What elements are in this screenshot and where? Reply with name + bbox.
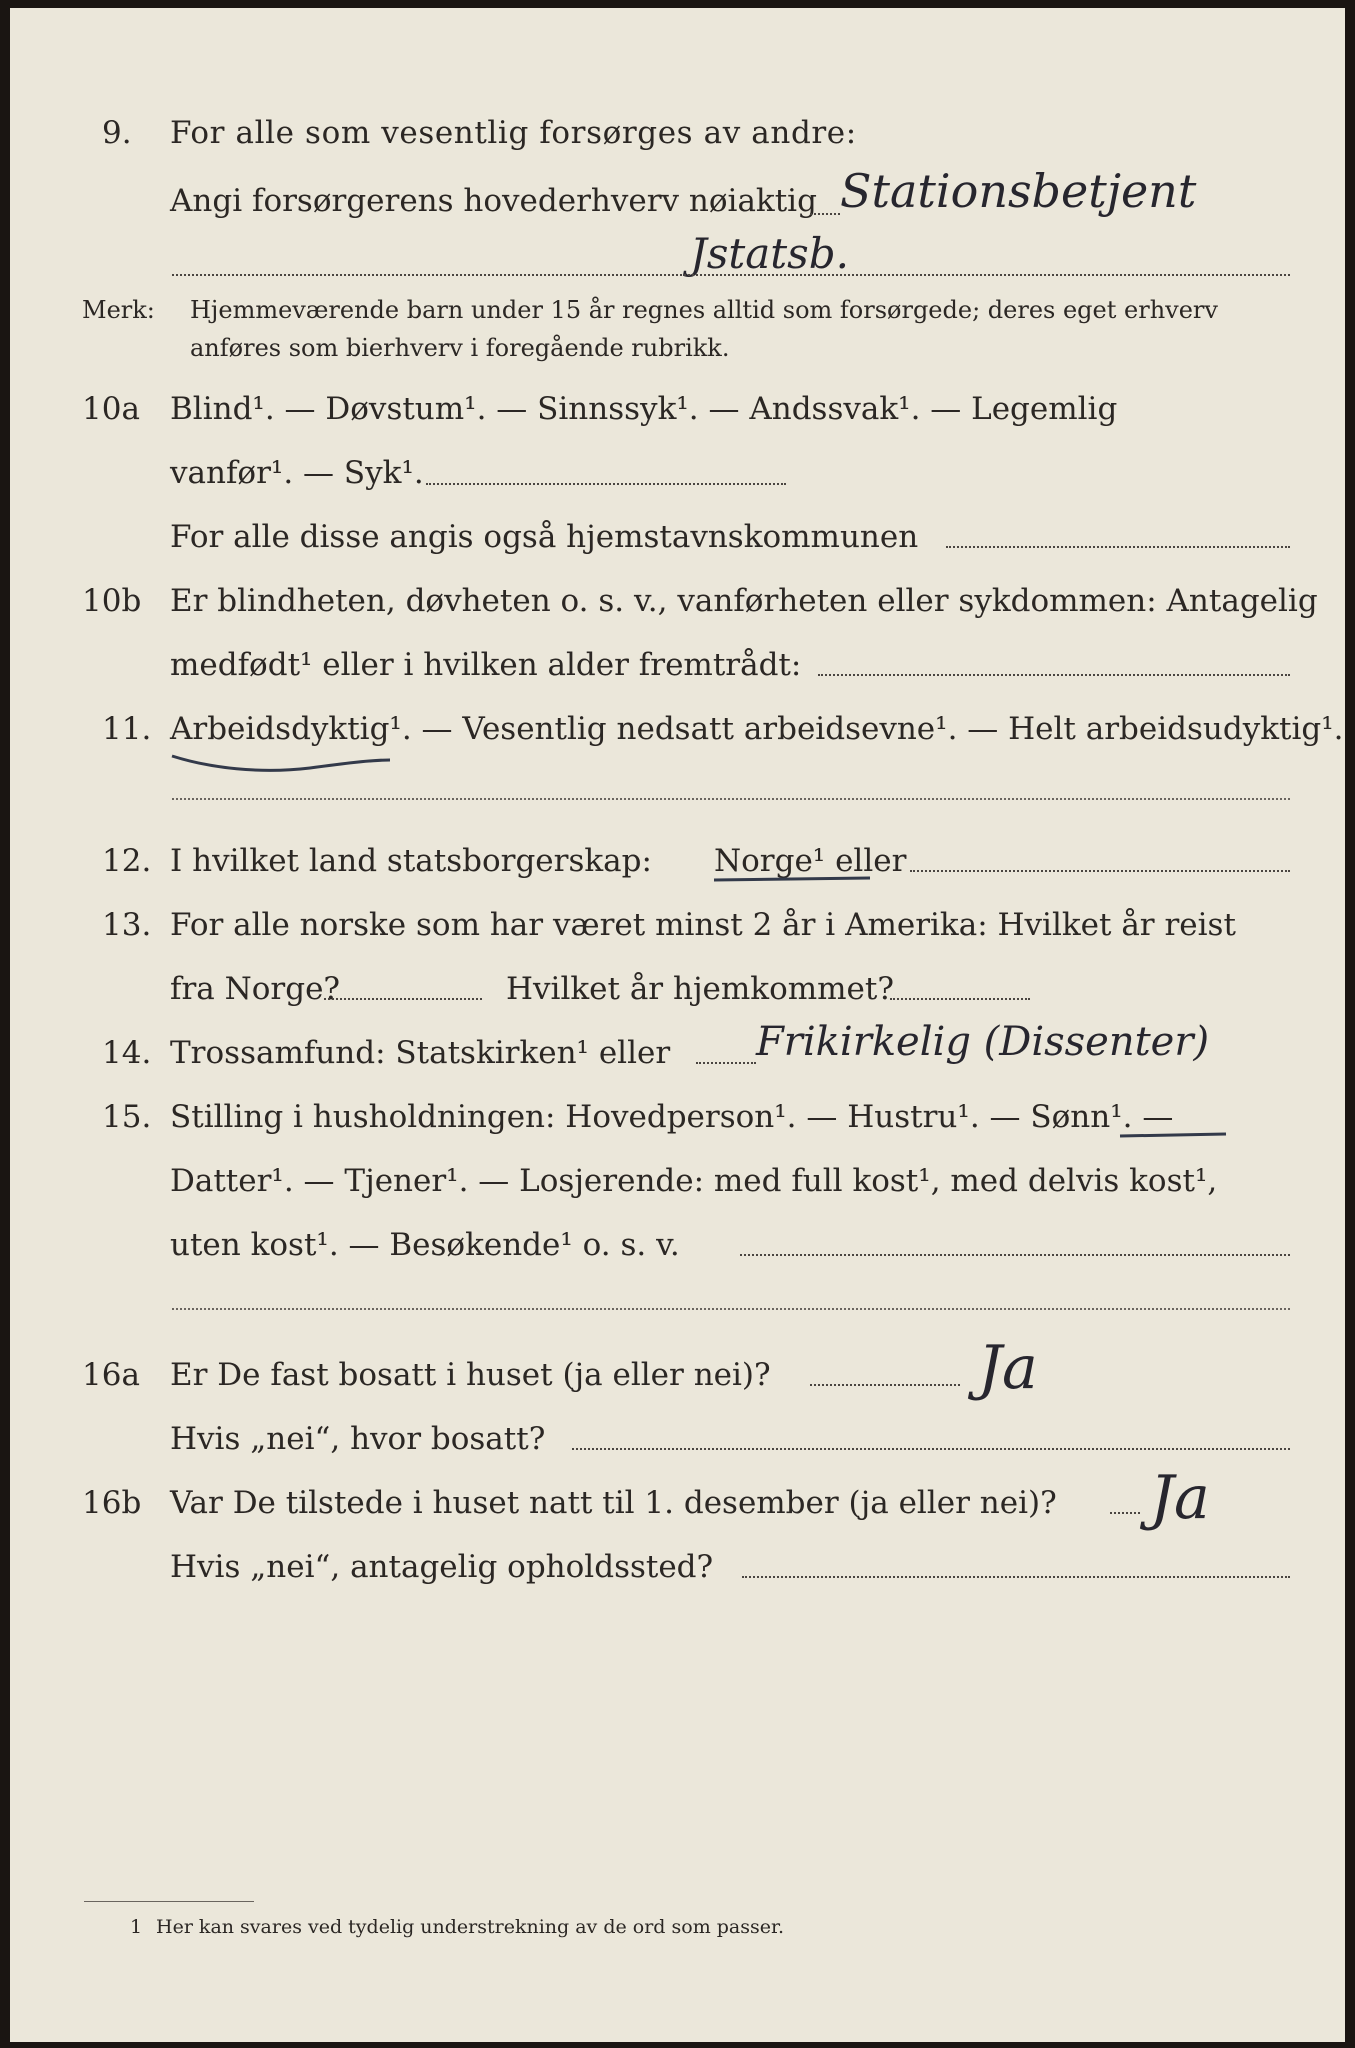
merk-line2: anføres som bierhverv i foregående rubrikk. bbox=[190, 334, 730, 362]
q9-handwritten-answer-2: Jstatsb. bbox=[690, 229, 849, 278]
q16b-line2: Hvis „nei“, antagelig opholdssted? bbox=[170, 1549, 714, 1585]
item-number-11: 11. bbox=[102, 711, 152, 747]
item-number-10a: 10a bbox=[82, 391, 140, 427]
q9-line2: Angi forsørgerens hovederhverv nøiaktig bbox=[170, 183, 817, 219]
q9-extra-line bbox=[172, 274, 1290, 276]
q16a-handwritten-answer: Ja bbox=[978, 1333, 1038, 1403]
q13-line2b: Hvilket år hjemkommet? bbox=[506, 971, 894, 1007]
q10a-line2: vanfør¹. — Syk¹. bbox=[170, 455, 424, 491]
q11-extra-line bbox=[172, 798, 1290, 800]
q13-hjemkommet-line bbox=[890, 998, 1030, 1000]
q16b-opholdssted-line bbox=[742, 1576, 1290, 1578]
q10a-line1: Blind¹. — Døvstum¹. — Sinnssyk¹. — Andssvak¹. — Legemlig bbox=[170, 391, 1118, 427]
q10a-line3: For alle disse angis også hjemstavnskommunen bbox=[170, 519, 919, 555]
q11-line1: Arbeidsdyktig¹. — Vesentlig nedsatt arbeidsevne¹. — Helt arbeidsudyktig¹. bbox=[170, 711, 1344, 747]
q15-line2: Datter¹. — Tjener¹. — Losjerende: med full kost¹, med delvis kost¹, bbox=[170, 1163, 1218, 1199]
q10b-answer-line bbox=[818, 674, 1290, 676]
q14-answer-line bbox=[696, 1062, 756, 1064]
item-number-12: 12. bbox=[102, 843, 152, 879]
census-form-page bbox=[10, 8, 1345, 2042]
q12-norge-eller: Norge¹ eller bbox=[714, 843, 907, 879]
q13-line1: For alle norske som har været minst 2 år i Amerika: Hvilket år reist bbox=[170, 907, 1236, 943]
q16b-line1: Var De tilstede i huset natt til 1. desember (ja eller nei)? bbox=[170, 1485, 1057, 1521]
footnote-rule bbox=[84, 1901, 254, 1902]
item-number-16b: 16b bbox=[82, 1485, 142, 1521]
q10b-line1: Er blindheten, døvheten o. s. v., vanførheten eller sykdommen: Antagelig bbox=[170, 583, 1318, 619]
q16a-line1: Er De fast bosatt i huset (ja eller nei)? bbox=[170, 1357, 771, 1393]
item-number-14: 14. bbox=[102, 1035, 152, 1071]
item-number-15: 15. bbox=[102, 1099, 152, 1135]
q16a-line2: Hvis „nei“, hvor bosatt? bbox=[170, 1421, 546, 1457]
q10a-hjemstavn-line bbox=[946, 546, 1290, 548]
q13-reist-line bbox=[324, 998, 482, 1000]
q12-line1: I hvilket land statsborgerskap: bbox=[170, 843, 652, 879]
q14-line1: Trossamfund: Statskirken¹ eller bbox=[170, 1035, 671, 1071]
merk-line1: Hjemmeværende barn under 15 år regnes alltid som forsørgede; deres eget erhverv bbox=[190, 296, 1218, 324]
q10b-line2: medfødt¹ eller i hvilken alder fremtrådt: bbox=[170, 647, 802, 683]
q9-line1: For alle som vesentlig forsørges av andre: bbox=[170, 115, 857, 151]
q14-handwritten-answer: Frikirkelig (Dissenter) bbox=[756, 1019, 1210, 1065]
item-number-10b: 10b bbox=[82, 583, 142, 619]
q16b-handwritten-answer: Ja bbox=[1150, 1463, 1210, 1533]
q15-line3: uten kost¹. — Besøkende¹ o. s. v. bbox=[170, 1227, 680, 1263]
footnote-mark: 1 bbox=[130, 1916, 143, 1938]
q9-answer-line bbox=[810, 213, 840, 215]
q16b-answer-line bbox=[1110, 1512, 1140, 1514]
item-number-13: 13. bbox=[102, 907, 152, 943]
q15-answer-line bbox=[740, 1254, 1290, 1256]
q16a-answer-line bbox=[810, 1384, 960, 1386]
q15-extra-line bbox=[172, 1308, 1290, 1310]
q15-line1: Stilling i husholdningen: Hovedperson¹. — Hustru¹. — Sønn¹. — bbox=[170, 1099, 1174, 1135]
item-number-9: 9. bbox=[102, 115, 132, 151]
q10a-syk-line bbox=[426, 483, 786, 485]
q16a-bosatt-line bbox=[572, 1448, 1290, 1450]
footnote-text: Her kan svares ved tydelig understrekning av de ord som passer. bbox=[156, 1916, 785, 1938]
q13-line2a: fra Norge? bbox=[170, 971, 341, 1007]
q11-arbeidsdyktig-underline bbox=[172, 756, 390, 770]
q12-answer-line bbox=[910, 870, 1290, 872]
merk-label: Merk: bbox=[82, 296, 155, 324]
q9-handwritten-answer-1: Stationsbetjent bbox=[840, 164, 1197, 218]
item-number-16a: 16a bbox=[82, 1357, 140, 1393]
